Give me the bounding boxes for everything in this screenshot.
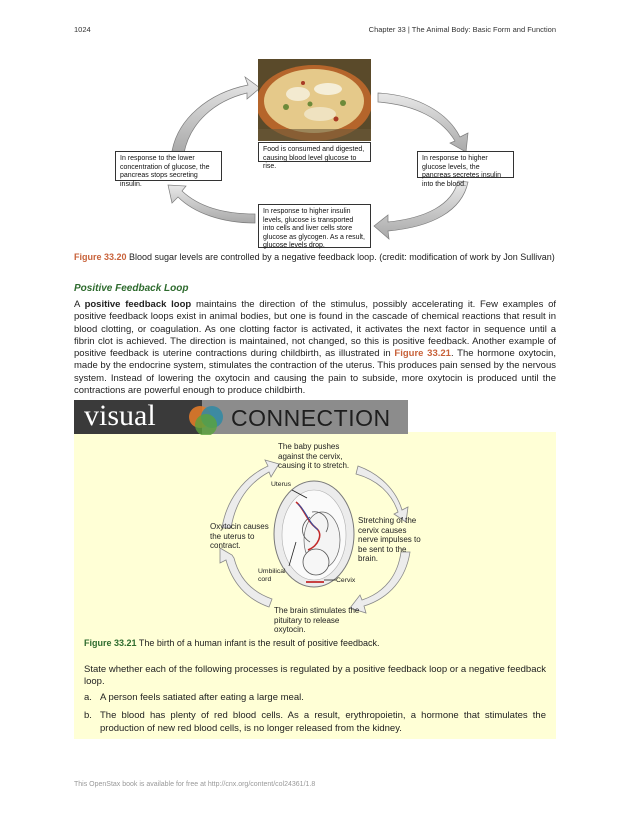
label-brain-stimulates: The brain stimulates the pituitary to release oxytocin. [274, 606, 360, 634]
caption-text: Blood sugar levels are controlled by a negative feedback loop. (credit: modification of work by Jon Sullivan) [126, 252, 555, 262]
key-term: positive feedback loop [84, 299, 192, 310]
label-oxytocin-causes: Oxytocin causes the uterus to contract. [210, 522, 269, 550]
footer-text: This OpenStax book is available for free at http://cnx.org/content/col24361/1.8 [74, 781, 316, 788]
box-pancreas-secretes: In response to higher glucose levels, the pancreas secretes insulin into the blood. [417, 151, 514, 178]
section-heading: Positive Feedback Loop [74, 283, 189, 294]
label-cervix-stretching: Stretching of the cervix causes nerve impulses to be sent to the brain. [358, 516, 421, 563]
question-text: State whether each of the following processes is regulated by a positive feedback loop or a negative feedback loop. [84, 664, 546, 688]
item-text: The blood has plenty of red blood cells. As a result, erythropoietin, a hormone that stimulates the production of new red blood cells, is no longer released from the kidney. [100, 710, 546, 734]
banner-word-visual: visual [84, 399, 156, 432]
list-item [70, 710, 546, 735]
item-text: A person feels satiated after eating a large meal. [100, 692, 304, 703]
figure-link[interactable]: Figure 33.21 [394, 348, 451, 360]
item-key: b. [84, 710, 92, 722]
running-header: Chapter 33 | The Animal Body: Basic Form and Function [368, 25, 556, 34]
paragraph-text: maintains the direction of the stimulus, possibly accelerating it. Few examples of positive feedback loops exist in animal bodies, but one is found in the cascade of chemical reactions that result in blood clotting, or coagulation. As one clotting factor is activated, it activates the next factor in sequence until a fibrin clot is achieved. The direction is maintained, not changed, so this is positive feedback. Another example of positive feedback is uterine contractions during childbirth, as illustrated in [74, 299, 556, 360]
visual-connection-banner [74, 400, 408, 434]
body-paragraph [74, 299, 556, 397]
caption-label: Figure 33.21 [84, 638, 137, 648]
caption-text: The birth of a human infant is the result of positive feedback. [136, 638, 380, 648]
box-food-consumed: Food is consumed and digested, causing blood level glucose to rise. [258, 142, 371, 162]
box-glucose-transported: In response to higher insulin levels, glucose is transported into cells and liver cells store glucose as glycogen. As a result, glucose levels drop. [258, 204, 371, 248]
paragraph-text: A [74, 299, 85, 310]
pizza-photo [258, 59, 371, 141]
figure-33-21 [74, 432, 556, 632]
paragraph-text: . The hormone oxytocin, made by the endocrine system, stimulates the contraction of the uterus. This produces pain sensed by the nervous system. Instead of lowering the oxytocin and causing the pain to subside, more oxytocin is produced until the contractions are powerful enough to produce childbirth. [74, 348, 556, 397]
banner-word-connection: CONNECTION [231, 405, 391, 431]
list-item [70, 692, 546, 704]
figure-33-20-caption [74, 252, 556, 263]
caption-label: Figure 33.20 [74, 252, 127, 262]
label-uterus: Uterus [271, 481, 292, 488]
page-number: 1024 [74, 25, 91, 34]
label-cervix: Cervix [336, 577, 356, 584]
figure-33-21-caption [84, 638, 544, 649]
label-baby-pushes: The baby pushes against the cervix, causing it to stretch. [278, 442, 350, 470]
question-list [70, 692, 546, 741]
label-umbilical-cord: Umbilical cord [258, 568, 286, 583]
box-pancreas-stops: In response to the lower concentration of glucose, the pancreas stops secreting insulin. [115, 151, 222, 181]
venn-logo-icon [186, 399, 226, 435]
item-key: a. [84, 692, 92, 703]
figure-33-20 [120, 55, 530, 255]
